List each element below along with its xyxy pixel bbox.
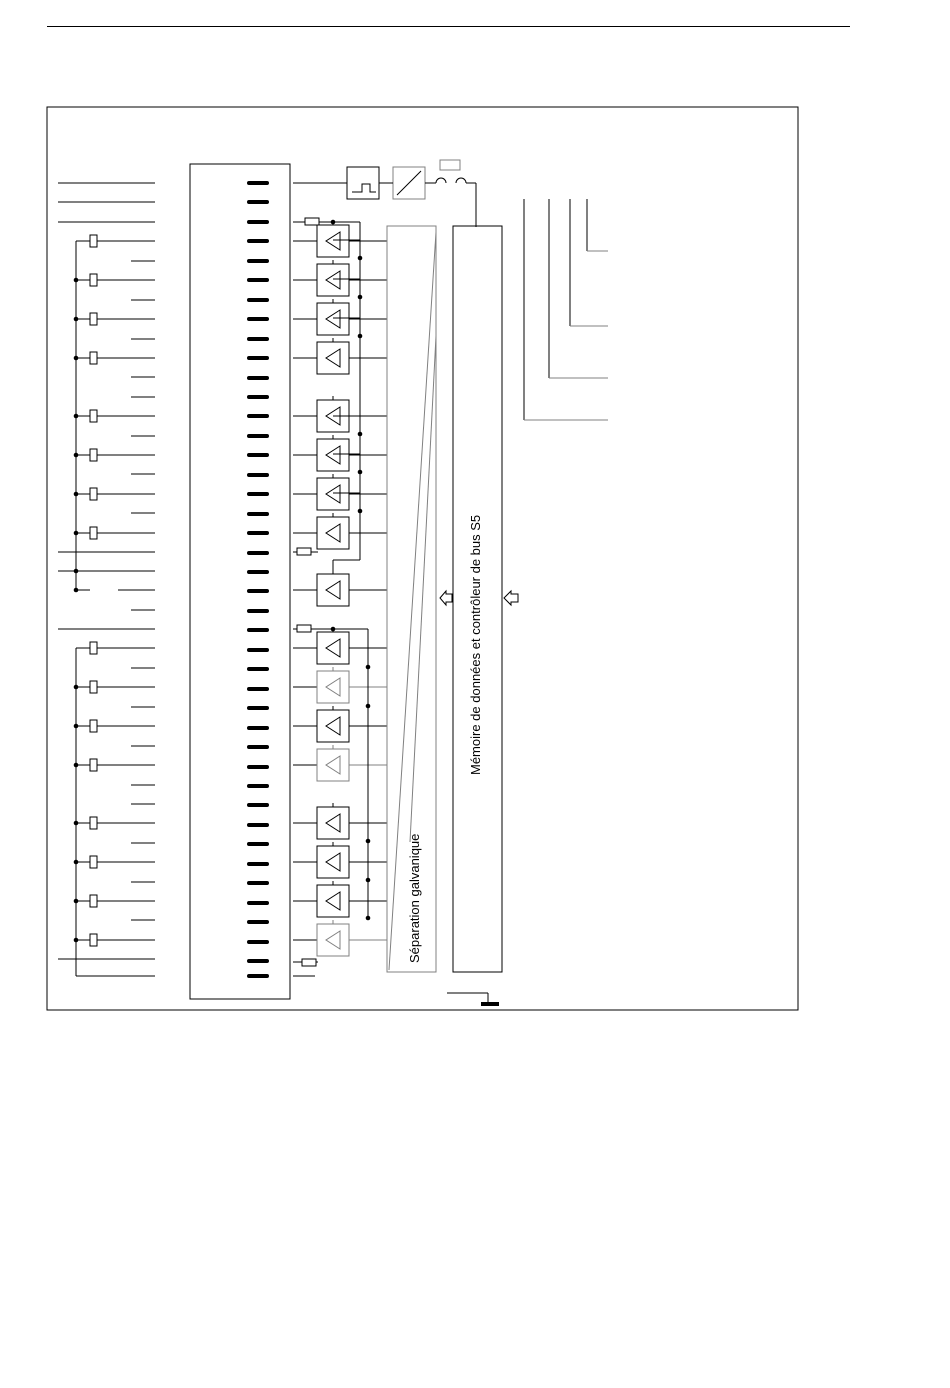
supply-fuse [297, 625, 311, 632]
input-channel-box [317, 846, 349, 878]
input-channel-box [317, 632, 349, 664]
junction-dot [358, 295, 363, 300]
junction-dot [366, 916, 371, 921]
junction-dot [74, 685, 79, 690]
junction-dot [74, 531, 79, 536]
input-channel-box [317, 264, 349, 296]
junction-dot [366, 878, 371, 883]
junction-dot [74, 414, 79, 419]
input-fuse [90, 720, 97, 732]
input-channel-box [317, 710, 349, 742]
junction-dot [74, 899, 79, 904]
input-fuse [90, 488, 97, 500]
input-channel-box [317, 439, 349, 471]
input-channel-box [317, 574, 349, 606]
junction-dot [358, 334, 363, 339]
input-fuse [90, 681, 97, 693]
input-channel-box [317, 225, 349, 257]
input-channel-box [317, 478, 349, 510]
input-fuse [90, 449, 97, 461]
input-fuse [90, 934, 97, 946]
input-channel-box [317, 303, 349, 335]
bus-arrow [504, 591, 518, 605]
input-channel-box [317, 342, 349, 374]
opto-coupler-symbol [436, 178, 446, 183]
terminal-block [190, 164, 290, 999]
junction-dot [358, 470, 363, 475]
junction-dot [366, 839, 371, 844]
input-fuse [90, 895, 97, 907]
input-fuse [90, 313, 97, 325]
input-channel-box [317, 517, 349, 549]
junction-dot [74, 763, 79, 768]
isolation-diagonal [410, 336, 436, 842]
input-fuse [90, 410, 97, 422]
junction-dot [358, 432, 363, 437]
galvanic-isolation-label: Séparation galvanique [407, 833, 422, 963]
supply-fuse [302, 959, 316, 966]
pulse-detector-box [347, 167, 379, 199]
opto-coupler-symbol [456, 178, 466, 183]
bus-controller-label: Mémoire de données et contrôleur de bus S5 [468, 514, 483, 775]
junction-dot [74, 453, 79, 458]
input-fuse [90, 274, 97, 286]
outer-frame [47, 107, 798, 1010]
input-channel-box [317, 924, 349, 956]
input-fuse [90, 817, 97, 829]
junction-dot [74, 724, 79, 729]
data-arrow [440, 591, 452, 605]
junction-dot [366, 704, 371, 709]
junction-dot [358, 256, 363, 261]
junction-dot [74, 317, 79, 322]
junction-dot [74, 860, 79, 865]
input-channel-box [317, 749, 349, 781]
junction-dot [74, 492, 79, 497]
junction-dot [74, 569, 79, 574]
junction-dot [74, 821, 79, 826]
junction-dot [74, 588, 79, 593]
junction-dot [74, 356, 79, 361]
supply-fuse [305, 218, 319, 225]
wiring-layer [47, 107, 798, 1010]
input-fuse [90, 759, 97, 771]
junction-dot [358, 509, 363, 514]
input-channel-box [317, 885, 349, 917]
junction-dot [366, 665, 371, 670]
input-fuse [90, 527, 97, 539]
junction-dot [331, 627, 336, 632]
junction-dot [74, 278, 79, 283]
input-fuse [90, 352, 97, 364]
input-fuse [90, 856, 97, 868]
input-fuse [90, 642, 97, 654]
input-fuse [90, 235, 97, 247]
junction-dot [331, 220, 336, 225]
input-channel-box [317, 671, 349, 703]
supply-fuse [297, 548, 311, 555]
junction-dot [74, 938, 79, 943]
isolator-housing [440, 160, 460, 170]
input-channel-box [317, 807, 349, 839]
